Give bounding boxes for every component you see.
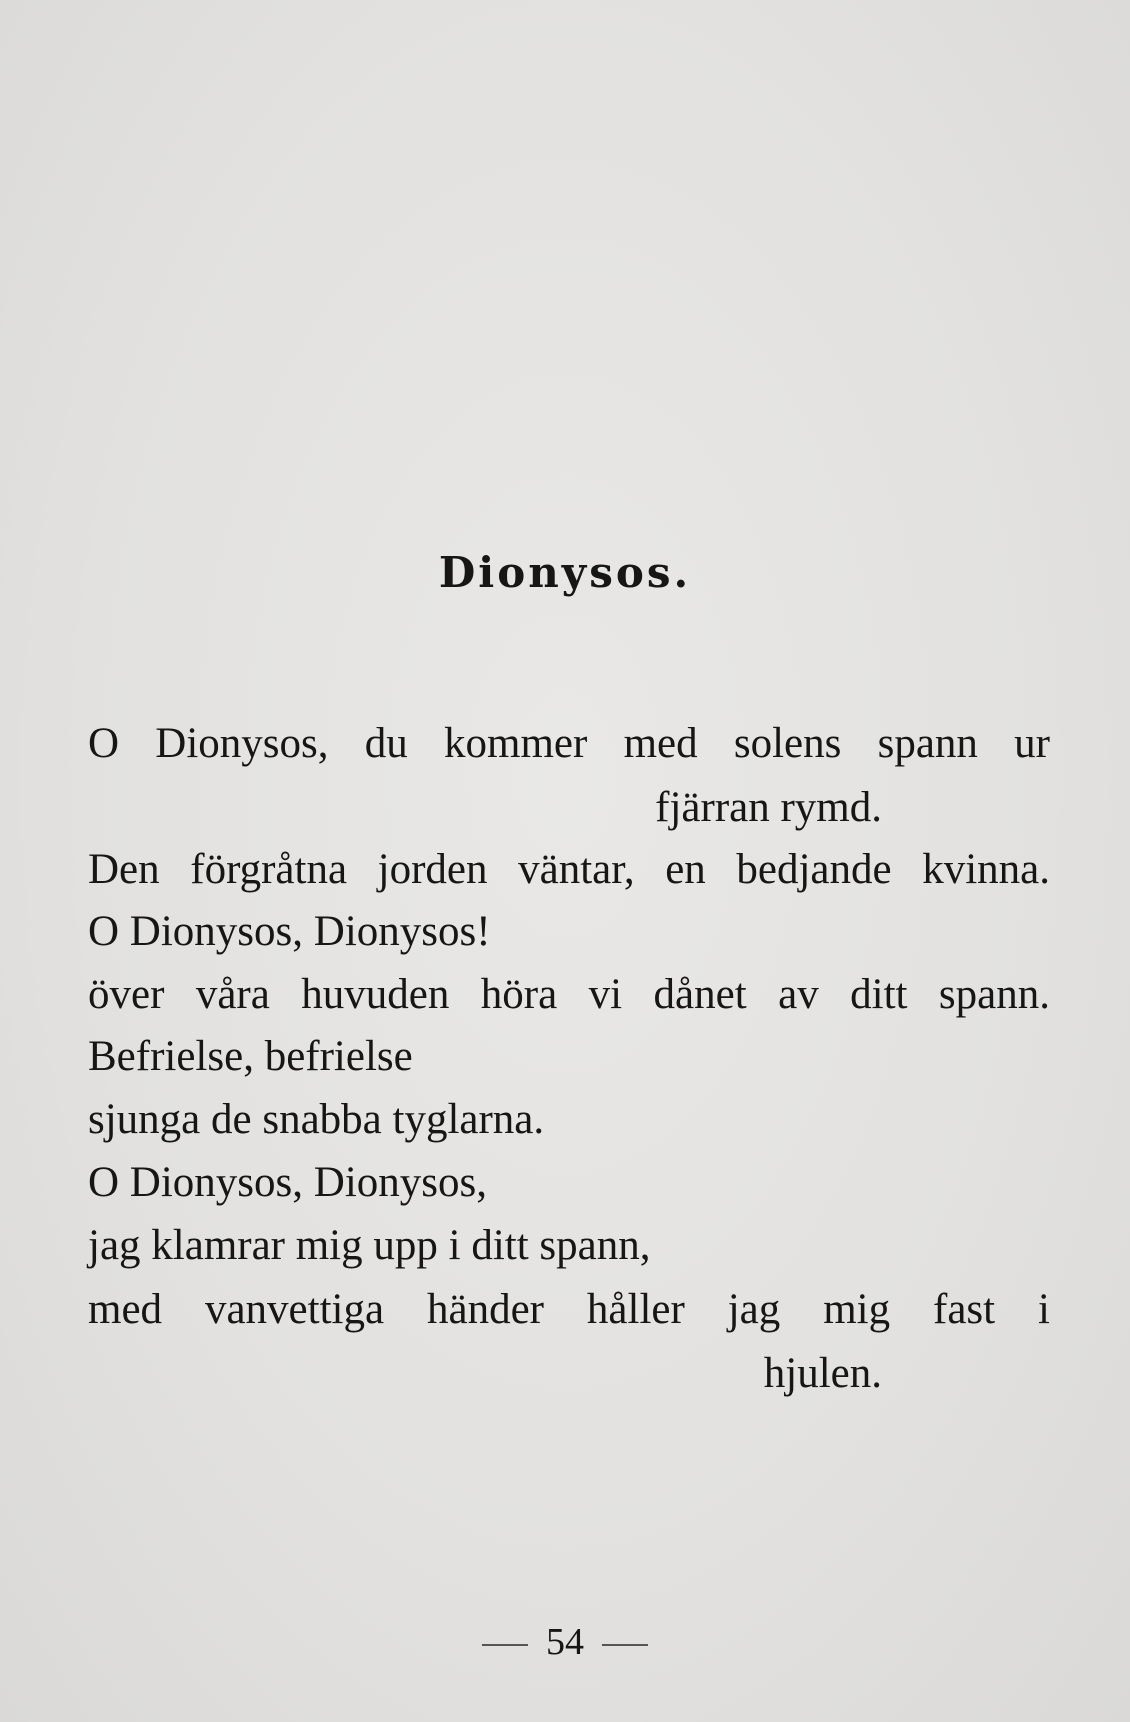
poem-line-1: O Dionysos, du kommer med solens spann ur xyxy=(88,720,1050,767)
poem-title: Dionysos. xyxy=(438,548,692,597)
page-number xyxy=(0,1620,1130,1664)
poem-line-3: O Dionysos, Dionysos! xyxy=(88,908,491,955)
page-number-text: 54 xyxy=(546,1621,584,1663)
left-dash xyxy=(482,1644,528,1646)
poem-line-7: O Dionysos, Dionysos, xyxy=(88,1159,487,1206)
poem-line-2: Den förgråtna jorden väntar, en bedjande kvinna. xyxy=(88,846,1050,893)
poem-line-9: med vanvettiga händer håller jag mig fast i xyxy=(88,1286,1050,1333)
poem-line-5: Befrielse, befrielse xyxy=(88,1033,413,1080)
poem-line-8: jag klamrar mig upp i ditt spann, xyxy=(88,1222,651,1269)
poem-line-6: sjunga de snabba tyglarna. xyxy=(88,1096,545,1143)
poem-line-4: över våra huvuden höra vi dånet av ditt spann. xyxy=(88,971,1050,1018)
poem-line-1-continuation: fjärran rymd. xyxy=(655,784,882,831)
right-dash xyxy=(602,1644,648,1646)
poem-line-9-continuation: hjulen. xyxy=(763,1350,882,1397)
